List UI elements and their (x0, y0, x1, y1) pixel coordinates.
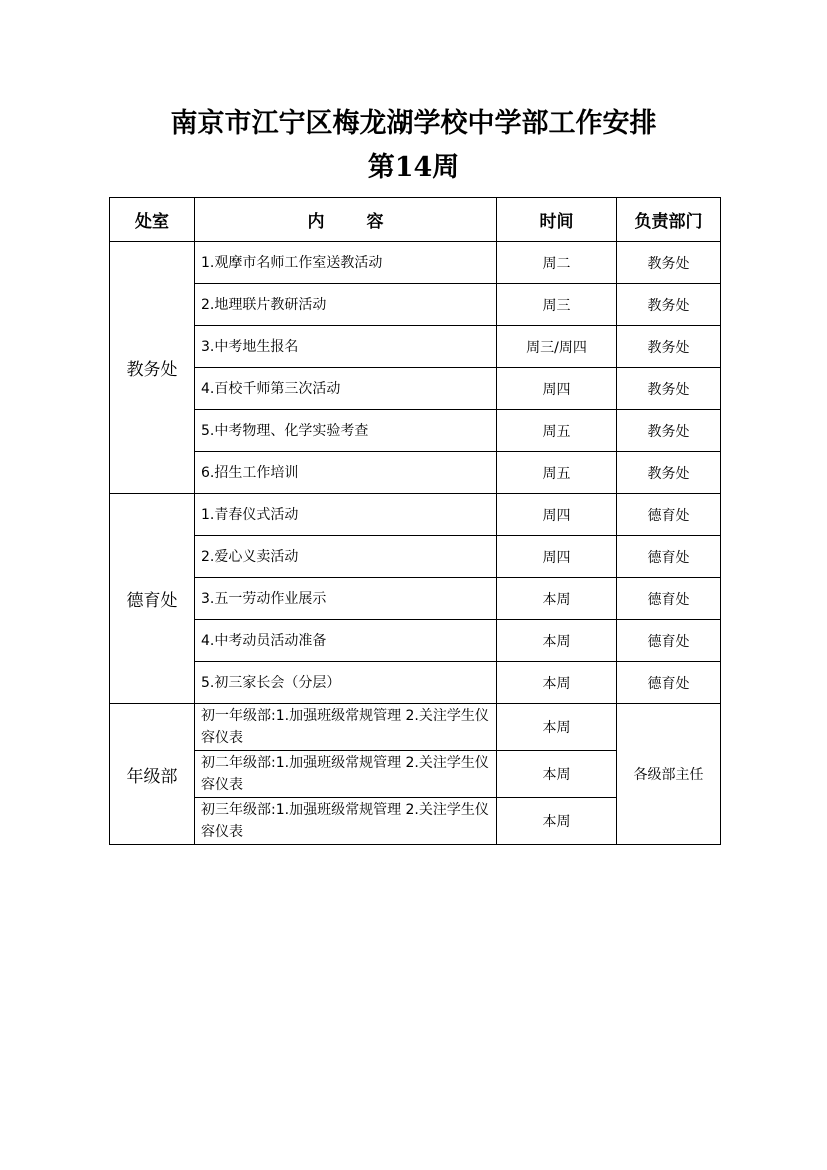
time-cell: 本周 (497, 578, 617, 620)
header-office: 处室 (110, 198, 195, 242)
content-cell: 6.招生工作培训 (195, 452, 497, 494)
schedule-table (109, 197, 721, 845)
time-cell: 本周 (497, 704, 617, 751)
content-cell: 2.爱心义卖活动 (195, 536, 497, 578)
content-cell: 3.中考地生报名 (195, 326, 497, 368)
time-cell: 本周 (497, 798, 617, 845)
responsible-cell-grade: 各级部主任 (617, 704, 721, 845)
content-cell: 3.五一劳动作业展示 (195, 578, 497, 620)
time-cell: 周三 (497, 284, 617, 326)
time-cell: 周三/周四 (497, 326, 617, 368)
time-cell: 本周 (497, 620, 617, 662)
table-row (110, 326, 721, 368)
time-cell: 周四 (497, 494, 617, 536)
office-cell-grade: 年级部 (110, 704, 195, 845)
table-row (110, 704, 721, 751)
header-row (110, 198, 721, 242)
responsible-cell: 教务处 (617, 284, 721, 326)
table-row (110, 494, 721, 536)
content-cell: 5.初三家长会（分层） (195, 662, 497, 704)
page-title: 南京市江宁区梅龙湖学校中学部工作安排 (170, 108, 657, 139)
table-row (110, 368, 721, 410)
table-row (110, 452, 721, 494)
content-cell: 初三年级部:1.加强班级常规管理 2.关注学生仪容仪表 (195, 798, 497, 845)
table-row (110, 578, 721, 620)
content-cell: 1.青春仪式活动 (195, 494, 497, 536)
responsible-cell: 教务处 (617, 410, 721, 452)
content-cell: 4.百校千师第三次活动 (195, 368, 497, 410)
responsible-cell: 教务处 (617, 326, 721, 368)
header-content-part1: 内 (307, 212, 325, 232)
table-row (110, 620, 721, 662)
time-cell: 本周 (497, 751, 617, 798)
office-cell-moral: 德育处 (110, 494, 195, 704)
header-content-part2: 容 (366, 212, 384, 232)
time-cell: 周四 (497, 536, 617, 578)
table-row (110, 410, 721, 452)
content-cell: 2.地理联片教研活动 (195, 284, 497, 326)
office-cell-academic: 教务处 (110, 242, 195, 494)
content-cell: 初二年级部:1.加强班级常规管理 2.关注学生仪容仪表 (195, 751, 497, 798)
responsible-cell: 德育处 (617, 494, 721, 536)
responsible-cell: 教务处 (617, 368, 721, 410)
time-cell: 周五 (497, 410, 617, 452)
time-cell: 周四 (497, 368, 617, 410)
content-cell: 5.中考物理、化学实验考查 (195, 410, 497, 452)
header-content (195, 198, 497, 242)
time-cell: 周二 (497, 242, 617, 284)
table-row (110, 242, 721, 284)
responsible-cell: 德育处 (617, 662, 721, 704)
responsible-cell: 教务处 (617, 242, 721, 284)
responsible-cell: 德育处 (617, 620, 721, 662)
responsible-cell: 德育处 (617, 578, 721, 620)
content-cell: 初一年级部:1.加强班级常规管理 2.关注学生仪容仪表 (195, 704, 497, 751)
content-cell: 4.中考动员活动准备 (195, 620, 497, 662)
responsible-cell: 教务处 (617, 452, 721, 494)
table-row (110, 284, 721, 326)
table-row (110, 536, 721, 578)
content-cell: 1.观摩市名师工作室送教活动 (195, 242, 497, 284)
week-label: 第14周 (367, 152, 460, 183)
header-responsible: 负责部门 (617, 198, 721, 242)
header-time: 时间 (497, 198, 617, 242)
time-cell: 周五 (497, 452, 617, 494)
time-cell: 本周 (497, 662, 617, 704)
table-row (110, 662, 721, 704)
responsible-cell: 德育处 (617, 536, 721, 578)
